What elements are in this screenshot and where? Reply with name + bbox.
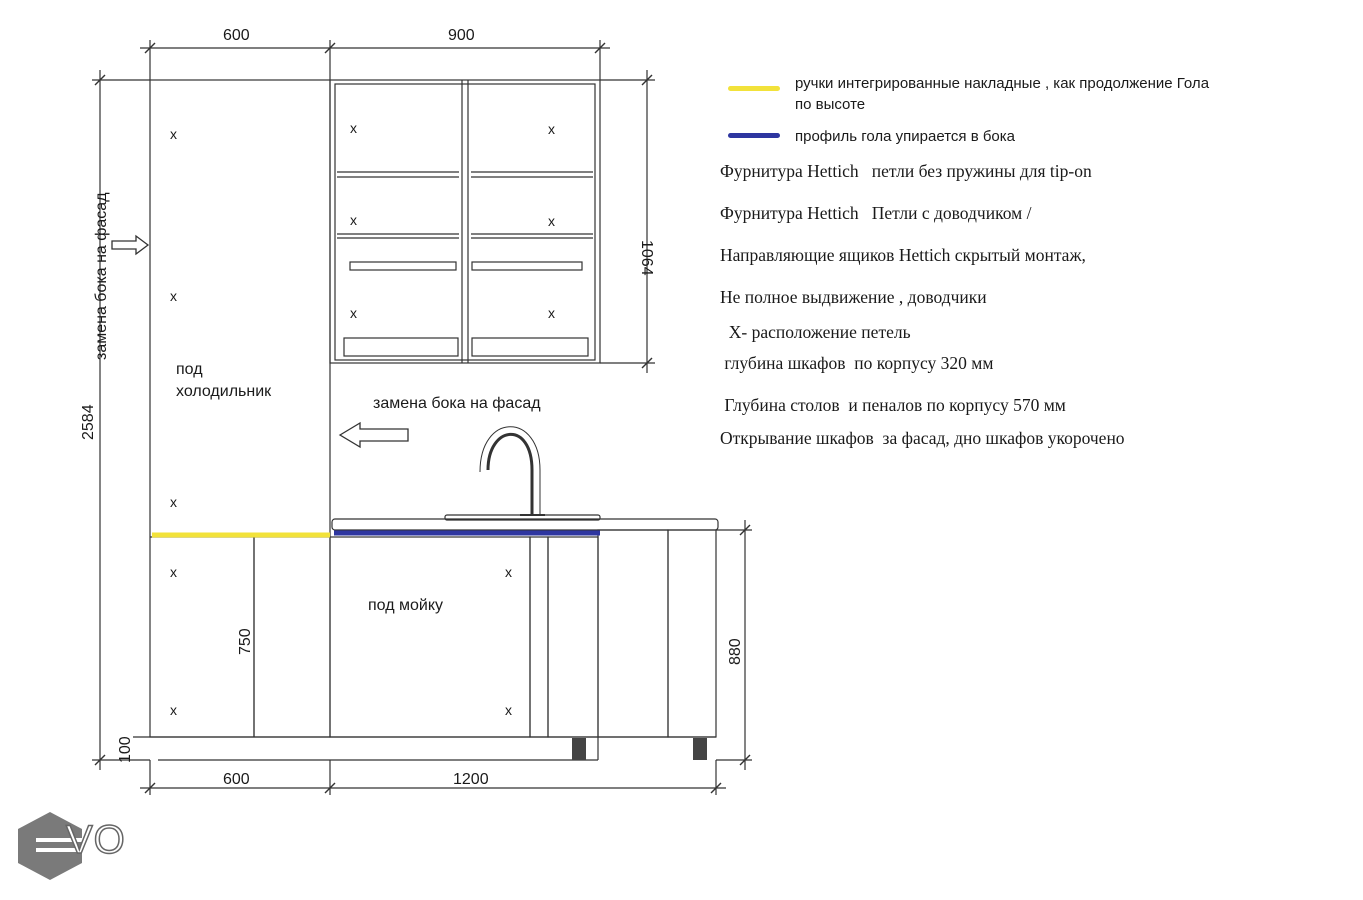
dim-bottom-left: 600 bbox=[223, 771, 250, 788]
hinge-mark: x bbox=[350, 120, 357, 136]
hinge-mark: x bbox=[170, 702, 177, 718]
dim-top-right: 900 bbox=[448, 27, 475, 44]
legend-item-blue: профиль гола упирается в бока bbox=[795, 128, 1016, 145]
hinge-mark: x bbox=[548, 121, 555, 137]
countertop bbox=[332, 519, 718, 530]
legend-item-yellow: ручки интегрированные накладные , как продолжение Гола по высоте bbox=[795, 75, 1210, 113]
fridge-label-line1: под bbox=[176, 361, 203, 378]
dim-base-height: 880 bbox=[727, 638, 744, 665]
legend-swatch-yellow bbox=[728, 86, 780, 91]
hinge-mark: x bbox=[170, 494, 177, 510]
side-replace-label: замена бока на фасад bbox=[373, 395, 541, 412]
fridge-label-line2: холодильник bbox=[176, 383, 272, 400]
hinge-mark: x bbox=[505, 564, 512, 580]
sink-cabinet bbox=[330, 537, 530, 737]
note-line: Не полное выдвижение , доводчики bbox=[720, 287, 987, 307]
sink-label: под мойку bbox=[368, 597, 444, 614]
hinge-mark: x bbox=[170, 288, 177, 304]
hinge-mark: x bbox=[350, 305, 357, 321]
note-line: Глубина столов и пеналов по корпусу 570 мм bbox=[720, 395, 1066, 415]
note-line: Фурнитура Hettich Петли с доводчиком / bbox=[720, 203, 1032, 223]
foot bbox=[572, 738, 586, 760]
dim-plinth: 100 bbox=[117, 736, 134, 763]
wall-cabinet bbox=[330, 80, 600, 363]
side-replace-vertical-label: замена бока на фасад bbox=[93, 192, 110, 360]
dim-total-height: 2584 bbox=[80, 404, 97, 440]
hinge-mark: x bbox=[548, 213, 555, 229]
hinge-mark: x bbox=[170, 126, 177, 142]
logo-text: VO bbox=[66, 818, 126, 862]
dim-top-left: 600 bbox=[223, 27, 250, 44]
legend-swatch-blue bbox=[728, 133, 780, 138]
foot bbox=[693, 738, 707, 760]
hinge-mark: x bbox=[548, 305, 555, 321]
note-line: Открывание шкафов за фасад, дно шкафов укорочено bbox=[720, 428, 1125, 448]
note-line: X- расположение петель bbox=[720, 322, 911, 342]
hinge-mark: x bbox=[505, 702, 512, 718]
dim-bottom-right: 1200 bbox=[453, 771, 489, 788]
note-line: глубина шкафов по корпусу 320 мм bbox=[720, 353, 994, 373]
note-line: Направляющие ящиков Hettich скрытый монтаж, bbox=[720, 245, 1086, 265]
right-arrow bbox=[112, 236, 148, 254]
note-line: Фурнитура Hettich петли без пружины для tip-on bbox=[720, 161, 1092, 181]
dim-inner-height: 750 bbox=[237, 628, 254, 655]
dim-wall-cabinet-height: 1064 bbox=[638, 240, 655, 276]
left-arrow bbox=[340, 423, 408, 447]
hinge-mark: x bbox=[170, 564, 177, 580]
hinge-mark: x bbox=[350, 212, 357, 228]
